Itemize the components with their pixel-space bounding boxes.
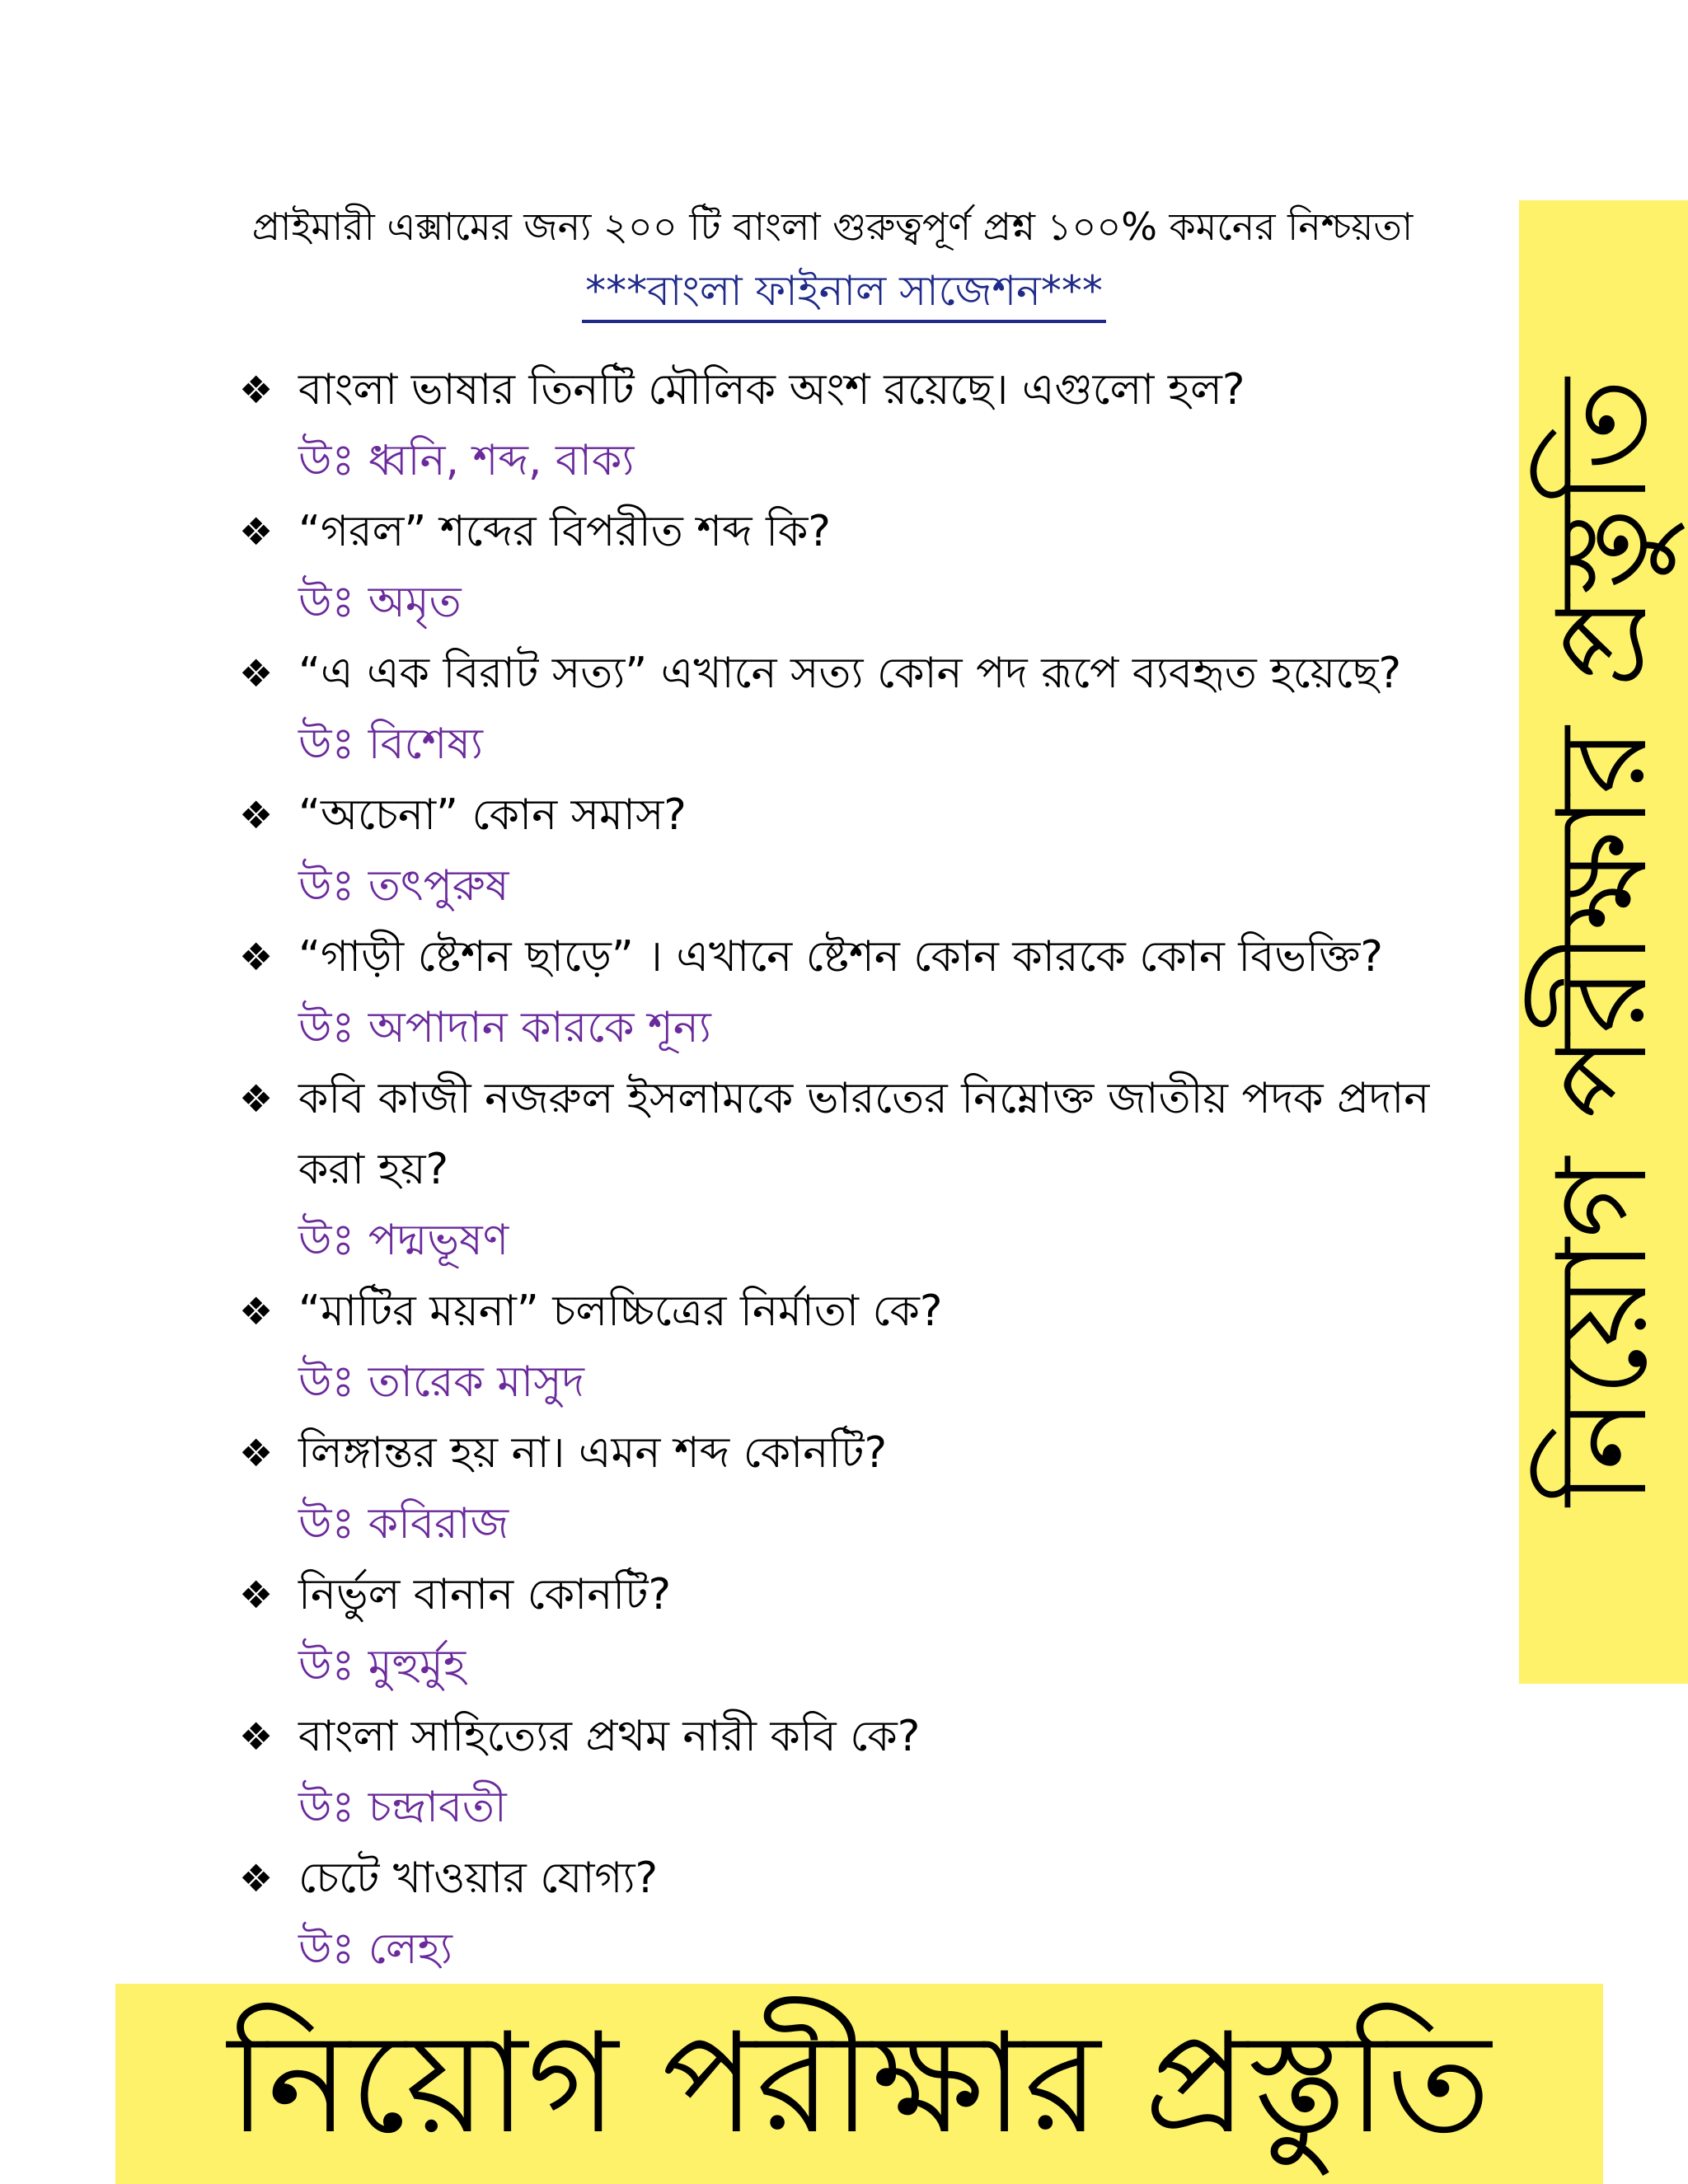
answer-text: উঃ অমৃত (298, 578, 462, 627)
question-text: বাংলা ভাষার তিনটি মৌলিক অংশ রয়েছে। এগুলো হল? (298, 365, 1245, 415)
question-text: “এ এক বিরাট সত্য” এখানে সত্য কোন পদ রূপে ব্যবহৃত হয়েছে? (298, 649, 1402, 698)
question-row (239, 1063, 1492, 1205)
question-text: “গরল” শব্দের বিপরীত শব্দ কি? (298, 507, 831, 556)
diamond-bullet-icon: ❖ (239, 1714, 274, 1759)
question-row (239, 638, 1492, 709)
answer-text: উঃ ধ্বনি, শব্দ, বাক্য (298, 436, 635, 485)
question-text: “গাড়ী ষ্টেশন ছাড়ে” । এখানে ষ্টেশন কোন কারকে কোন বিভক্তি? (298, 932, 1383, 982)
answer-text: উঃ অপাদান কারকে শূন্য (298, 1003, 711, 1052)
question-text: কবি কাজী নজরুল ইসলামকে ভারতের নিম্নোক্ত জাতীয় পদক প্রদান করা হয়? (298, 1074, 1430, 1194)
question-row (239, 496, 1492, 567)
title-wrapper (0, 262, 1688, 323)
question-text: নির্ভুল বানান কোনটি? (298, 1570, 672, 1619)
question-text: “মাটির ময়না” চলচ্চিত্রের নির্মাতা কে? (298, 1286, 943, 1336)
question-row (239, 1843, 1492, 1914)
question-answer-list (239, 354, 1492, 1985)
question-text: লিঙ্গান্তর হয় না। এমন শব্দ কোনটি? (298, 1428, 888, 1478)
answer-text: উঃ কবিরাজ (298, 1499, 509, 1549)
qa-item (239, 1063, 1492, 1276)
diamond-bullet-icon: ❖ (239, 368, 274, 412)
diamond-bullet-icon: ❖ (239, 1289, 274, 1333)
side-banner (1519, 200, 1688, 1684)
diamond-bullet-icon: ❖ (239, 1572, 274, 1617)
qa-item (239, 921, 1492, 1063)
diamond-bullet-icon: ❖ (239, 935, 274, 979)
question-text: বাংলা সাহিত্যের প্রথম নারী কবি কে? (298, 1712, 921, 1761)
answer-text: উঃ তারেক মাসুদ (298, 1357, 584, 1407)
question-row (239, 921, 1492, 992)
question-text: “অচেনা” কোন সমাস? (298, 790, 687, 840)
page-subtitle: প্রাইমারী এক্সামের জন্য ২০০ টি বাংলা গুরুত্বপূর্ণ প্রশ্ন ১০০% কমনের নিশ্চয়তা (251, 204, 1414, 249)
diamond-bullet-icon: ❖ (239, 509, 274, 554)
question-row (239, 1276, 1492, 1347)
answer-text: উঃ মুহুর্মুহ (298, 1641, 467, 1690)
question-text: চেটে খাওয়ার যোগ্য? (298, 1854, 659, 1903)
question-row (239, 1559, 1492, 1630)
bottom-banner (115, 1984, 1603, 2184)
diamond-bullet-icon: ❖ (239, 651, 274, 696)
question-row (239, 354, 1492, 425)
answer-text: উঃ লেহ্য (298, 1924, 453, 1974)
qa-item (239, 1276, 1492, 1418)
page-title: ***বাংলা ফাইনাল সাজেশন*** (582, 262, 1106, 323)
answer-text: উঃ পদ্মভূষণ (298, 1216, 509, 1265)
bottom-banner-text: নিয়োগ পরীক্ষার প্রস্তুতি (227, 2003, 1491, 2164)
question-row (239, 780, 1492, 851)
qa-item (239, 780, 1492, 921)
qa-item (239, 1701, 1492, 1843)
diamond-bullet-icon: ❖ (239, 793, 274, 837)
qa-item (239, 1843, 1492, 1985)
qa-item (239, 1418, 1492, 1559)
question-row (239, 1418, 1492, 1488)
question-row (239, 1701, 1492, 1772)
diamond-bullet-icon: ❖ (239, 1431, 274, 1475)
side-banner-text: নিয়োগ পরীক্ষার প্রস্তুতি (1531, 377, 1675, 1507)
answer-text: উঃ চন্দ্রাবতী (298, 1783, 507, 1832)
diamond-bullet-icon: ❖ (239, 1856, 274, 1900)
qa-item (239, 496, 1492, 638)
qa-item (239, 354, 1492, 496)
qa-item (239, 1559, 1492, 1701)
answer-text: উঃ বিশেষ্য (298, 719, 483, 769)
answer-text: উঃ তৎপুরুষ (298, 861, 509, 911)
qa-item (239, 638, 1492, 780)
diamond-bullet-icon: ❖ (239, 1076, 274, 1121)
